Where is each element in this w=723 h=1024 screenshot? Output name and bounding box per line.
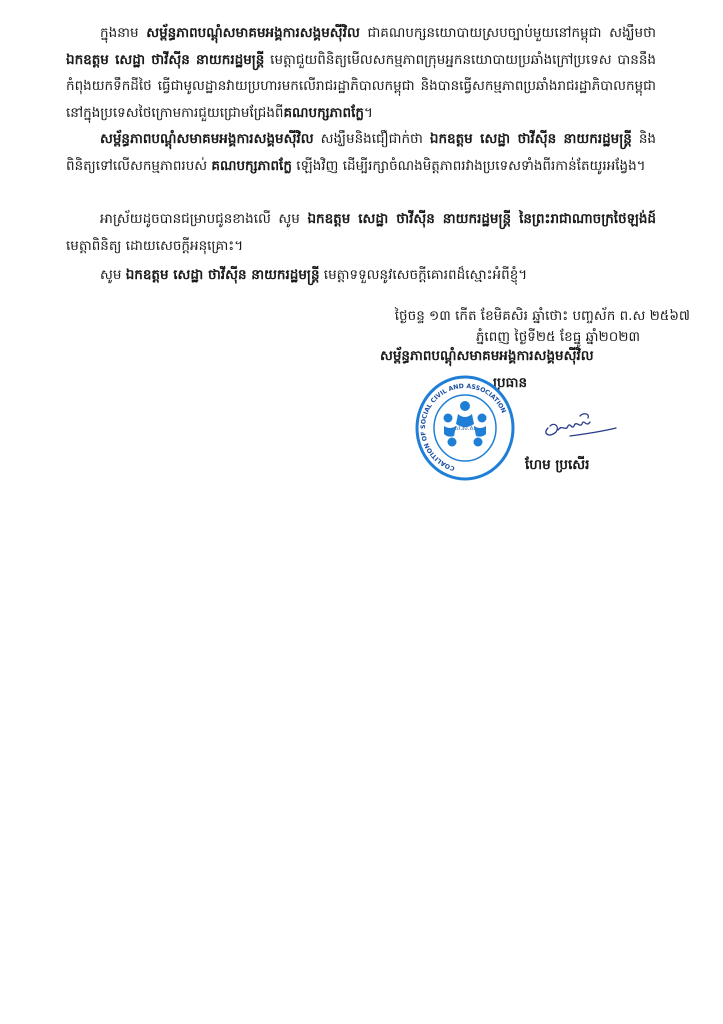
text-span: មេត្តាពិនិត្យ ដោយសេចក្តីអនុគ្រោះ។ xyxy=(66,237,244,254)
org-name: សម្ព័ន្ធភាពបណ្តុំសមាគមអង្គការសង្គមស៊ីវិល xyxy=(100,131,314,147)
signatory-title: ប្រធាន xyxy=(493,375,528,391)
addressee-name: ឯកឧត្តម សេដ្ឋា ថាវីស៊ីន នាយករដ្ឋមន្ត្រី xyxy=(307,211,512,227)
party-name: គណបក្សភាពក្លែ xyxy=(283,104,364,121)
text-span: ក្នុងនាម xyxy=(100,25,147,41)
paragraph-1 xyxy=(66,20,656,126)
text-span: មេត្តាជួយពិនិត្យមើលសកម្មភាពក្រុមអ្នកនយោបាយប្រឆាំងក្រៅប្រទេស បាននឹងកំពុងយកទឹកដីថៃ ធ្វើជាមូលដ្ឋានវាយប្រហារមកលើរាជរដ្ឋាភិបាលកម្ពុជា និងបានធ្វើសកម្មភាពប្រឆាំងរាជរដ្ឋាភិបាលកម្ពុជានៅក្នុងប្រទេសថៃក្រោមការជួយជ្រោមជ្រែងពី xyxy=(66,51,656,121)
addressee-name: ឯកឧត្តម សេដ្ឋា ថាវីស៊ីន នាយករដ្ឋមន្ត្រី xyxy=(125,267,320,283)
text-span: និងពិនិត្យទៅលើសកម្មភាពរបស់ xyxy=(66,131,657,174)
signatory-org: សម្ព័ន្ធភាពបណ្តុំសមាគមអង្គការសង្គមស៊ីវិល xyxy=(380,348,594,364)
seal-ring-textpath: COALITION OF SOCIAL CIVIL AND ASSOCIATION xyxy=(420,382,507,472)
text-span: មេត្តាទទួលនូវសេចក្តីគោរពដ៏ស្មោះអំពីខ្ញុំ។ xyxy=(319,267,528,283)
addressee-name: ឯកឧត្តម សេដ្ឋា ថាវីស៊ីន នាយករដ្ឋមន្ត្រី xyxy=(66,51,265,68)
paragraph-4 xyxy=(66,262,656,289)
party-name: គណបក្សភាពក្លែ xyxy=(211,157,292,174)
org-name: សម្ព័ន្ធភាពបណ្តុំសមាគមអង្គការសង្គមស៊ីវិល xyxy=(146,25,360,41)
addressee-name: ឯកឧត្តម សេដ្ឋា ថាវីស៊ីន នាយករដ្ឋមន្ត្រី xyxy=(429,131,632,147)
lunar-date: ថ្ងៃចន្ទ ១៣ កើត ខែមិគសិរ ឆ្នាំថោះ បញ្ចស័ក ព.ស ២៥៦៧ xyxy=(394,308,690,324)
country-name: នៃព្រះរាជាណាចក្រថៃឡង់ដ៍ xyxy=(511,211,656,227)
organization-seal xyxy=(414,372,516,482)
text-span: សង្ឃឹមនិងជឿជាក់ថា xyxy=(313,131,430,147)
seal-people-icon xyxy=(444,401,487,447)
text-span: ជាគណបក្សនយោបាយស្របច្បាប់មួយនៅកម្ពុជា សង្ឃឹមថា xyxy=(359,25,656,41)
text-span: ឡើងវិញ ដើម្បីរក្សាចំណងមិត្តភាពរវាងប្រទេសទាំងពីរកាន់តែយូរអង្វែង។ xyxy=(291,157,646,174)
paragraph-3 xyxy=(66,206,656,259)
solar-date: ភ្នំពេញ ថ្ងៃទី២៥ ខែធ្នូ ឆ្នាំ២០២៣ xyxy=(475,329,640,345)
text-span: អាស្រ័យដូចបានជម្រាបជូនខាងលើ សូម xyxy=(100,211,308,227)
seal-center-text: ស.ស.ស xyxy=(454,425,476,432)
text-span: ។ xyxy=(363,104,373,121)
paragraph-2 xyxy=(66,126,656,179)
handwritten-signature xyxy=(540,404,620,444)
text-span: សូម xyxy=(100,267,126,283)
signatory-name: ហែម ប្រសើរ xyxy=(525,457,590,473)
